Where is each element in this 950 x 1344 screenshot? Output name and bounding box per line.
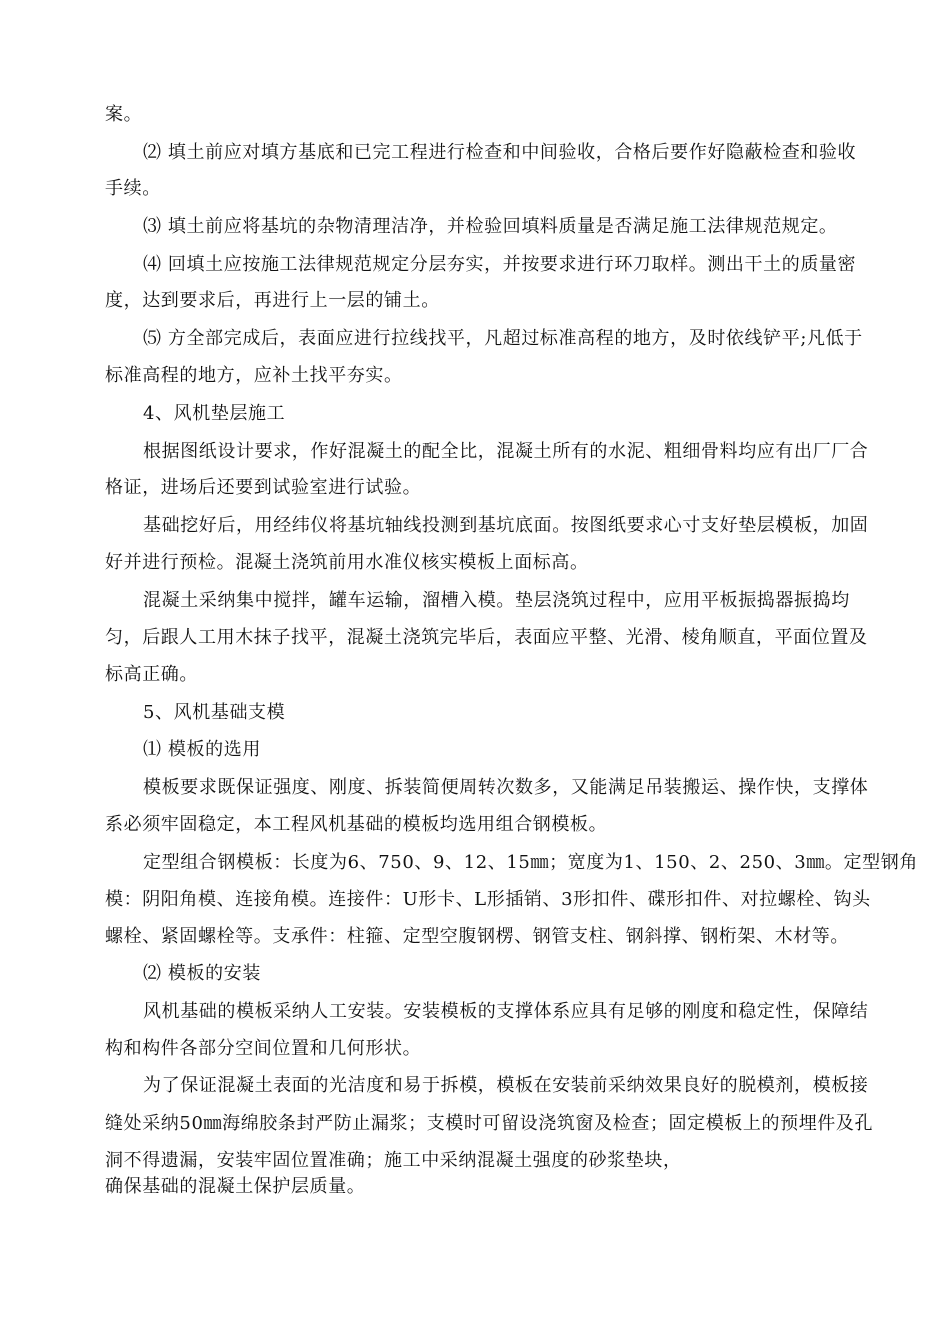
section-heading: 4、风机垫层施工: [143, 403, 286, 424]
text-line: 匀，后跟人工用木抹子找平，混凝土浇筑完毕后，表面应平整、光滑、棱角顺直，平面位置及: [105, 627, 868, 648]
text-line: 手续。: [105, 178, 161, 199]
text-line: 确保基础的混凝土保护层质量。: [105, 1176, 366, 1197]
text-line: 标准高程的地方，应补土找平夯实。: [105, 365, 403, 386]
text-line: 缝处采纳50㎜海绵胶条封严防止漏浆；支模时可留设浇筑窗及检查；固定模板上的预埋件及孔: [105, 1113, 874, 1134]
text-line: 好并进行预检。混凝土浇筑前用水准仪核实模板上面标高。: [105, 552, 589, 573]
subsection-heading: ⑵ 模板的安装: [143, 963, 261, 984]
text-line: 构和构件各部分空间位置和几何形状。: [105, 1038, 422, 1059]
text-line: 混凝土采纳集中搅拌，罐车运输，溜槽入模。垫层浇筑过程中，应用平板振捣器振捣均: [143, 590, 850, 611]
text-line: 螺栓、紧固螺栓等。支承件：柱箍、定型空腹钢楞、钢管支柱、钢斜撑、钢桁架、木材等。: [105, 926, 849, 947]
section-heading: 5、风机基础支模: [143, 702, 286, 723]
text-line: 案。: [105, 104, 143, 125]
text-line: 模板要求既保证强度、刚度、拆装简便周转次数多，又能满足吊装搬运、操作快，支撑体: [143, 777, 869, 798]
text-line: 根据图纸设计要求，作好混凝土的配全比，混凝土所有的水泥、粗细骨料均应有出厂厂合: [143, 441, 869, 462]
text-line: 洞不得遗漏，安装牢固位置准确；施工中采纳混凝土强度的砂浆垫块，: [105, 1150, 682, 1171]
text-line: 为了保证混凝土表面的光洁度和易于拆模，模板在安装前采纳效果良好的脱模剂，模板接: [143, 1075, 869, 1096]
text-line: 格证，进场后还要到试验室进行试验。: [105, 477, 422, 498]
text-line: ⑷ 回填土应按施工法律规范规定分层夯实，并按要求进行环刀取样。测出干土的质量密: [143, 254, 857, 275]
text-line: 系必须牢固稳定，本工程风机基础的模板均选用组合钢模板。: [105, 814, 608, 835]
text-line: 基础挖好后，用经纬仪将基坑轴线投测到基坑底面。按图纸要求心寸支好垫层模板，加固: [143, 515, 869, 536]
text-line: ⑵ 填土前应对填方基底和已完工程进行检查和中间验收，合格后要作好隐蔽检查和验收: [143, 142, 857, 163]
subsection-heading: ⑴ 模板的选用: [143, 739, 261, 760]
text-line: 风机基础的模板采纳人工安装。安装模板的支撑体系应具有足够的刚度和稳定性，保障结: [143, 1001, 869, 1022]
text-line: 模：阴阳角模、连接角模。连接件：U形卡、L形插销、3形扣件、碟形扣件、对拉螺栓、钩头: [105, 889, 871, 910]
text-line: ⑶ 填土前应将基坑的杂物清理洁净，并检验回填料质量是否满足施工法律规范规定。: [143, 216, 838, 237]
text-line: ⑸ 方全部完成后，表面应进行拉线找平，凡超过标准高程的地方，及时依线铲平;凡低于: [143, 328, 863, 349]
text-line: 标高正确。: [105, 664, 198, 685]
text-line: 定型组合钢模板：长度为6、750、9、12、15㎜；宽度为1、150、2、250、3㎜。定型钢角: [143, 852, 918, 873]
text-line: 度，达到要求后，再进行上一层的铺土。: [105, 290, 440, 311]
